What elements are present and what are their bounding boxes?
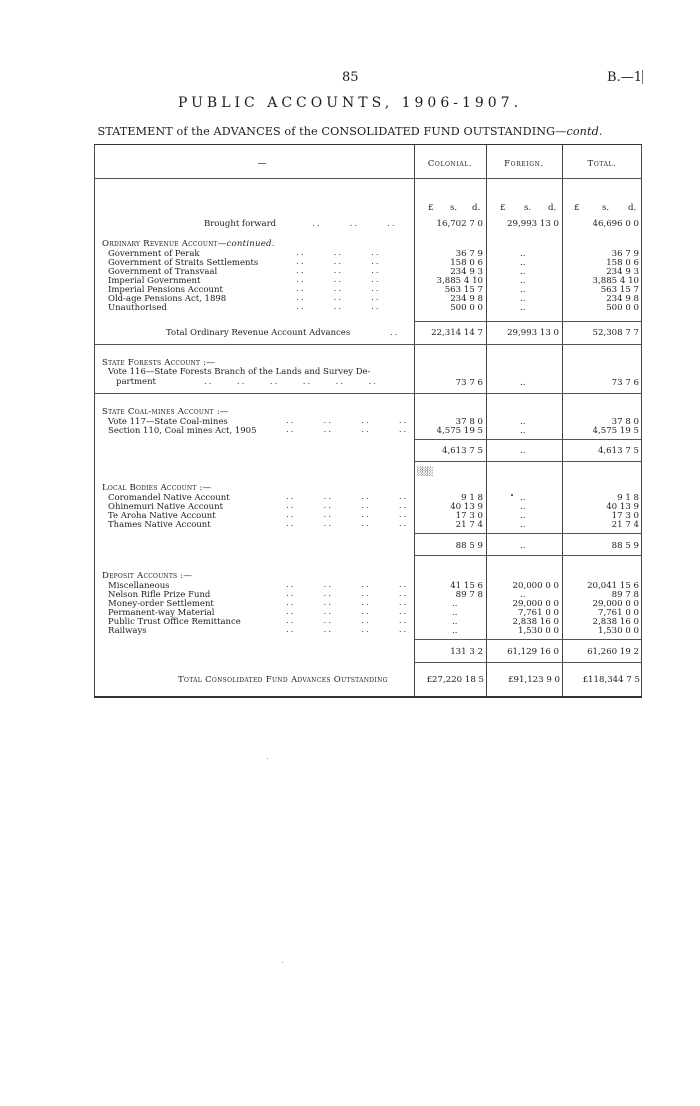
list-item-foreign: ..: [520, 502, 526, 512]
state-forests-total: 73 7 6: [611, 378, 639, 388]
scan-mark: [642, 70, 643, 84]
list-item-foreign: ..: [520, 493, 526, 503]
list-item-colonial: 158 0 6: [450, 258, 483, 268]
deposit-accounts-subtotal-foreign: 61,129 16 0: [507, 647, 559, 657]
list-item-label: Miscellaneous: [108, 581, 170, 591]
list-item-foreign: ..: [520, 426, 526, 436]
ordinary-revenue-heading-contd: continued.: [226, 239, 275, 249]
ordinary-revenue-heading: Ordinary Revenue Account—: [102, 239, 227, 249]
section-rule: [94, 344, 642, 345]
local-bodies-heading: Local Bodies Account :—: [102, 483, 212, 493]
list-item-total: 3,885 4 10: [592, 276, 639, 286]
colonial-pounds-unit: £: [428, 203, 434, 213]
local-bodies-subtotal-total: 88 5 9: [611, 541, 639, 551]
brought-forward-colonial: 16,702 7 0: [436, 219, 483, 229]
list-item-foreign: ..: [520, 285, 526, 295]
list-item-foreign: 7,761 0 0: [517, 608, 559, 618]
subtotal-rule: [414, 639, 642, 640]
subtotal-rule: [414, 321, 642, 322]
list-item-total: 1,530 0 0: [597, 626, 639, 636]
brought-forward-foreign: 29,993 13 0: [507, 219, 559, 229]
list-item-total: 29,000 0 0: [592, 599, 639, 609]
list-item-total: 40 13 9: [606, 502, 639, 512]
page-title: PUBLIC ACCOUNTS, 1906-1907.: [177, 95, 523, 111]
list-item-colonial: 234 9 8: [450, 294, 483, 304]
list-item-colonial: 563 15 7: [444, 285, 483, 295]
list-item-label: Nelson Rifle Prize Fund: [108, 590, 211, 600]
table-border-left: [94, 145, 95, 696]
state-forests-foreign: ..: [520, 378, 526, 388]
list-item-total: 17 3 0: [611, 511, 639, 521]
list-item-colonial: 21 7 4: [455, 520, 483, 530]
list-item-label: Vote 117—State Coal-mines: [108, 417, 228, 427]
state-coal-mines-subtotal-foreign: ..: [520, 446, 526, 456]
list-item-colonial: 9 1 8: [461, 493, 483, 503]
state-forests-label-line-2: partment: [116, 377, 156, 387]
list-item-label: Government of Perak: [108, 249, 200, 259]
list-item-label: Old-age Pensions Act, 1898: [108, 294, 227, 304]
grand-total-label: Total Consolidated Fund Advances Outstanding: [178, 675, 388, 685]
list-item-foreign: 2,838 16 0: [512, 617, 559, 627]
list-item-label: Coromandel Native Account: [108, 493, 230, 503]
brought-forward-label: Brought forward: [204, 219, 277, 229]
colonial-column-header: Colonial.: [427, 159, 473, 169]
list-item-foreign: ..: [520, 294, 526, 304]
stray-ink-mark: [511, 494, 513, 496]
leader-dots: .. .. .. .. .. .. .. ..: [286, 416, 409, 435]
list-item-colonial: 17 3 0: [455, 511, 483, 521]
list-item-label: Government of Straits Settlements: [108, 258, 259, 268]
list-item-colonial: 500 0 0: [450, 303, 483, 313]
subtotal-rule: [414, 461, 642, 462]
grand-total-colonial: £27,220 18 5: [426, 675, 484, 685]
ordinary-revenue-total-foreign: 29,993 13 0: [507, 328, 559, 338]
deposit-accounts-heading: Deposit Accounts :—: [102, 571, 193, 581]
list-item-foreign: ..: [520, 511, 526, 521]
state-coal-mines-subtotal-colonial: 4,613 7 5: [441, 446, 483, 456]
list-item-foreign: 1,530 0 0: [517, 626, 559, 636]
colonial-shillings-unit: s.: [450, 203, 458, 213]
grand-total-total: £118,344 7 5: [582, 675, 640, 685]
subtotal-rule: [414, 439, 642, 440]
list-item-foreign: ..: [520, 417, 526, 427]
total-shillings-unit: s.: [602, 203, 610, 213]
list-item-label: Railways: [108, 626, 147, 636]
deposit-accounts-subtotal-total: 61,260 19 2: [587, 647, 639, 657]
list-item-foreign: ..: [520, 258, 526, 268]
list-item-colonial: ..: [452, 626, 458, 636]
state-forests-heading: State Forests Account :—: [102, 358, 216, 368]
list-item-colonial: 36 7 9: [455, 249, 483, 259]
list-item-total: 9 1 8: [617, 493, 639, 503]
local-bodies-subtotal-colonial: 88 5 9: [455, 541, 483, 551]
state-coal-mines-heading: State Coal-mines Account :—: [102, 407, 229, 417]
leader-dots: .. .. .. .. .. .. .. .. .. .. .. .. .. .. .. .. .. .. .. .. ..: [296, 248, 381, 312]
foreign-pounds-unit: £: [500, 203, 506, 213]
description-column-header: —: [257, 159, 267, 169]
list-item-foreign: ..: [520, 590, 526, 600]
list-item-total: 21 7 4: [611, 520, 639, 530]
list-item-foreign: ..: [520, 249, 526, 259]
subtitle-contd: contd.: [566, 125, 603, 138]
statement-subtitle: [0, 125, 700, 138]
ink-smudge: ░░░: [417, 467, 433, 476]
leader-dots: ..: [390, 328, 400, 338]
section-rule: [94, 393, 642, 394]
list-item-total: 500 0 0: [606, 303, 639, 313]
list-item-foreign: 20,000 0 0: [512, 581, 559, 591]
list-item-label: Te Aroha Native Account: [108, 511, 216, 521]
total-pence-unit: d.: [628, 203, 637, 213]
list-item-colonial: 3,885 4 10: [436, 276, 483, 286]
advances-table: [94, 144, 642, 698]
list-item-total: 158 0 6: [606, 258, 639, 268]
list-item-total: 4,575 19 5: [592, 426, 639, 436]
paper-speck: [267, 758, 268, 759]
subtitle-text: STATEMENT of the ADVANCES of the CONSOLIDATED FUND OUTSTANDING—: [97, 125, 567, 138]
ordinary-revenue-total-colonial: 22,314 14 7: [431, 328, 483, 338]
list-item-label: Thames Native Account: [108, 520, 211, 530]
section-heading: [102, 239, 275, 249]
report-reference: B.—1: [607, 70, 642, 85]
list-item-colonial: 41 15 6: [450, 581, 483, 591]
list-item-label: Money-order Settlement: [108, 599, 214, 609]
list-item-colonial: 37 8 0: [455, 417, 483, 427]
list-item-colonial: 234 9 3: [450, 267, 483, 277]
list-item-total: 2,838 16 0: [592, 617, 639, 627]
list-item-colonial: ..: [452, 599, 458, 609]
list-item-total: 89 7 8: [611, 590, 639, 600]
state-coal-mines-subtotal-total: 4,613 7 5: [597, 446, 639, 456]
ordinary-revenue-total-label: Total Ordinary Revenue Account Advances: [166, 328, 351, 338]
list-item-total: 7,761 0 0: [597, 608, 639, 618]
list-item-colonial: 89 7 8: [455, 590, 483, 600]
total-column-header: Total.: [587, 159, 617, 169]
total-pounds-unit: £: [574, 203, 580, 213]
table-border-right: [641, 145, 642, 696]
list-item-total: 20,041 15 6: [587, 581, 639, 591]
grand-total-foreign: £91,123 9 0: [508, 675, 560, 685]
list-item-colonial: 40 13 9: [450, 502, 483, 512]
state-forests-label-line-1: Vote 116—State Forests Branch of the Lands and Survey De-: [108, 367, 371, 377]
list-item-label: Public Trust Office Remittance: [108, 617, 241, 627]
list-item-total: 234 9 8: [606, 294, 639, 304]
list-item-foreign: ..: [520, 276, 526, 286]
deposit-accounts-subtotal-colonial: 131 3 2: [450, 647, 483, 657]
state-forests-colonial: 73 7 6: [455, 378, 483, 388]
list-item-foreign: ..: [520, 303, 526, 313]
list-item-colonial: ..: [452, 608, 458, 618]
leader-dots: .. .. ..: [312, 219, 397, 229]
header-rule: [94, 178, 642, 179]
list-item-label: Unauthorised: [108, 303, 167, 313]
leader-dots: .. .. .. .. .. .. .. .. .. .. .. .. .. .. .. ..: [286, 492, 409, 529]
subtotal-rule: [414, 662, 642, 663]
leader-dots: .. .. .. .. .. .. .. .. .. .. .. .. .. .. .. .. .. .. .. .. .. .. .. ..: [286, 580, 409, 635]
list-item-label: Imperial Government: [108, 276, 201, 286]
leader-dots: .. .. .. .. .. ..: [204, 377, 378, 387]
local-bodies-subtotal-foreign: ..: [520, 541, 526, 551]
list-item-total: 563 15 7: [600, 285, 639, 295]
subtotal-rule: [414, 555, 642, 556]
list-item-label: Permanent-way Material: [108, 608, 215, 618]
list-item-total: 36 7 9: [611, 249, 639, 259]
list-item-label: Imperial Pensions Account: [108, 285, 223, 295]
foreign-shillings-unit: s.: [524, 203, 532, 213]
list-item-label: Ohinemuri Native Account: [108, 502, 223, 512]
list-item-foreign: ..: [520, 267, 526, 277]
subtotal-rule: [414, 533, 642, 534]
ordinary-revenue-total-total: 52,308 7 7: [592, 328, 639, 338]
brought-forward-total: 46,696 0 0: [592, 219, 639, 229]
foreign-column-header: Foreign.: [504, 159, 544, 169]
paper-speck: [282, 962, 283, 963]
list-item-label: Government of Transvaal: [108, 267, 218, 277]
list-item-total: 234 9 3: [606, 267, 639, 277]
page-number: 85: [342, 70, 359, 85]
list-item-label: Section 110, Coal mines Act, 1905: [108, 426, 257, 436]
list-item-colonial: ..: [452, 617, 458, 627]
colonial-pence-unit: d.: [472, 203, 481, 213]
foreign-pence-unit: d.: [548, 203, 557, 213]
list-item-foreign: 29,000 0 0: [512, 599, 559, 609]
list-item-total: 37 8 0: [611, 417, 639, 427]
list-item-foreign: ..: [520, 520, 526, 530]
list-item-colonial: 4,575 19 5: [436, 426, 483, 436]
